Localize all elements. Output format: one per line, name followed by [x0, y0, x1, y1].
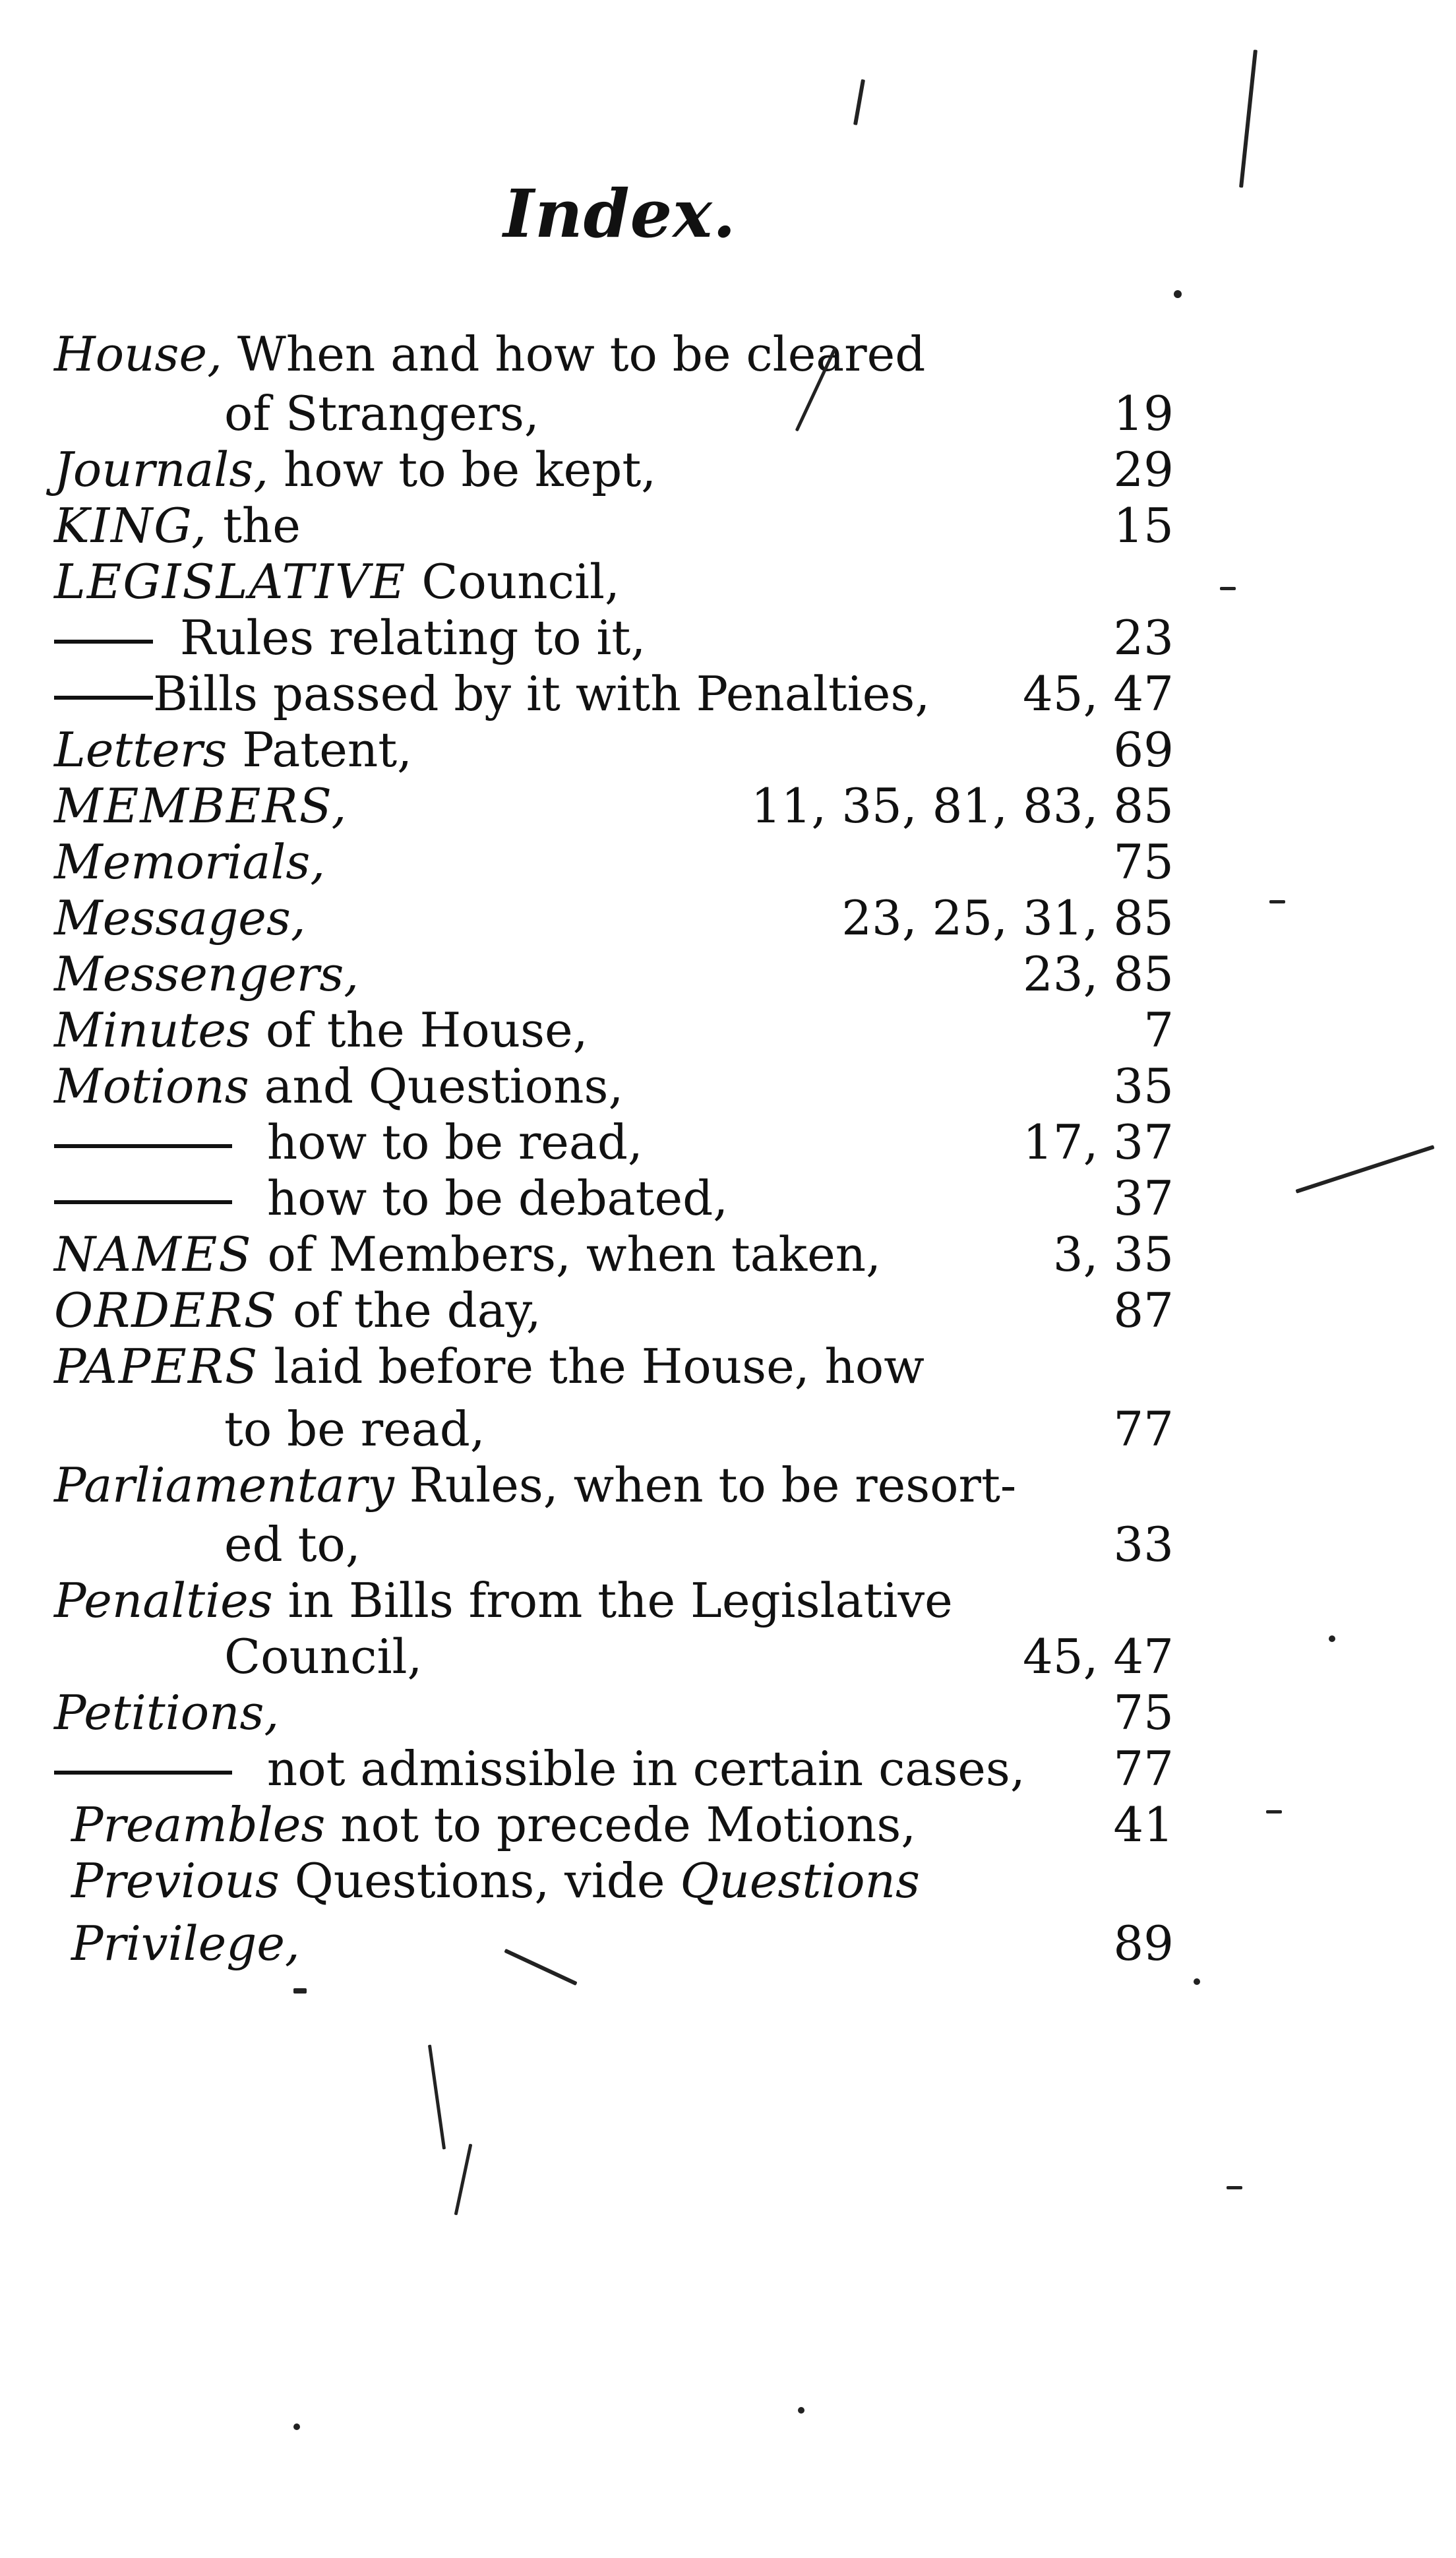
entry-pages: 77 — [1113, 1401, 1174, 1457]
index-entry — [0, 1797, 1456, 1852]
entry-pages: 75 — [1113, 834, 1174, 890]
entry-pages: 29 — [1113, 442, 1174, 497]
index-entry — [0, 1916, 1456, 1971]
entry-pages: 35 — [1113, 1058, 1174, 1114]
index-entry — [0, 1401, 1456, 1457]
ditto-dash — [54, 696, 153, 700]
entry-text: ed to, — [224, 1517, 361, 1572]
ditto-dash — [54, 1144, 232, 1148]
ditto-dash — [54, 640, 153, 644]
index-entry — [0, 1114, 1456, 1170]
page-title: Index. — [503, 175, 737, 253]
index-entry — [0, 442, 1456, 497]
entry-pages: 33 — [1113, 1517, 1174, 1572]
index-entry — [0, 1457, 1456, 1513]
entry-term: Parliamentary — [54, 1457, 394, 1513]
entry-text: Rules relating to it, — [165, 610, 646, 665]
scan-mark — [1220, 587, 1236, 590]
entry-pages: 41 — [1113, 1797, 1174, 1852]
entry-pages: 23, 25, 31, 85 — [841, 890, 1174, 946]
index-entry — [0, 1171, 1456, 1226]
entry-term: House, — [54, 326, 222, 382]
entry-pages: 89 — [1113, 1916, 1174, 1971]
scan-mark — [853, 79, 865, 125]
index-entry — [0, 722, 1456, 777]
index-entry — [0, 1741, 1456, 1796]
scan-mark — [428, 2044, 446, 2149]
entry-pages: 23, 85 — [1022, 946, 1174, 1002]
entry-text: of the House, — [250, 1002, 588, 1058]
index-entry — [0, 834, 1456, 890]
index-entry — [0, 1339, 1456, 1394]
entry-pages: 23 — [1113, 610, 1174, 665]
index-entry — [0, 498, 1456, 553]
index-entry — [0, 778, 1456, 834]
index-entry — [0, 890, 1456, 946]
entry-text: not to precede Motions, — [325, 1797, 917, 1852]
index-entry — [0, 326, 1456, 382]
entry-text: of Members, when taken, — [252, 1227, 882, 1282]
entry-pages: 11, 35, 81, 83, 85 — [750, 778, 1174, 834]
entry-pages: 17, 37 — [1022, 1114, 1174, 1170]
entry-term: Petitions, — [54, 1685, 280, 1740]
scan-mark — [454, 2144, 473, 2216]
index-entry — [0, 1002, 1456, 1058]
entry-pages: 3, 35 — [1052, 1227, 1174, 1282]
index-entry — [0, 946, 1456, 1002]
index-entry — [0, 1058, 1456, 1114]
entry-text: Patent, — [227, 722, 413, 777]
index-entry — [0, 1629, 1456, 1684]
index-entry — [0, 1227, 1456, 1282]
ditto-dash — [54, 1200, 232, 1204]
entry-term: ORDERS — [54, 1283, 278, 1338]
scan-mark — [1227, 2186, 1242, 2189]
entry-term: Motions — [54, 1058, 249, 1114]
entry-text: how to be kept, — [268, 442, 657, 497]
entry-term: PAPERS — [54, 1339, 259, 1394]
scan-mark — [293, 1988, 307, 1994]
entry-text: When and how to be cleared — [222, 326, 926, 382]
entry-text: in Bills from the Legislative — [272, 1573, 953, 1628]
entry-term: Memorials, — [54, 834, 326, 890]
ditto-dash — [54, 1771, 232, 1775]
scan-mark — [798, 2407, 804, 2414]
entry-term: Letters — [54, 722, 228, 777]
entry-term: Preambles — [71, 1797, 326, 1852]
entry-pages: 87 — [1113, 1283, 1174, 1338]
entry-text: Questions, vide — [279, 1853, 681, 1908]
index-entry — [0, 386, 1456, 441]
index-entry — [0, 554, 1456, 609]
entry-pages: 45, 47 — [1022, 1629, 1174, 1684]
index-entry — [0, 1283, 1456, 1338]
entry-term: NAMES — [54, 1227, 253, 1282]
index-entry — [0, 1517, 1456, 1572]
entry-term: KING, — [54, 498, 208, 553]
index-entry — [0, 1573, 1456, 1628]
entry-text: of Strangers, — [224, 386, 539, 441]
entry-term: Penalties — [54, 1573, 273, 1628]
index-entry — [0, 666, 1456, 721]
scan-mark — [1329, 1635, 1335, 1642]
index-entry — [0, 610, 1456, 665]
entry-term: Messages, — [54, 890, 306, 946]
entry-text: the — [208, 498, 301, 553]
entry-text: Bills passed by it with Penalties, — [153, 666, 930, 721]
entry-text: Rules, when to be resort- — [394, 1457, 1017, 1513]
scan-mark — [1194, 1978, 1200, 1985]
entry-text: not admissible in certain cases, — [252, 1741, 1025, 1796]
entry-text: laid before the House, how — [258, 1339, 925, 1394]
entry-pages: 75 — [1113, 1685, 1174, 1740]
entry-term: Previous — [71, 1853, 280, 1908]
entry-term: LEGISLATIVE — [54, 554, 407, 609]
entry-text: of the day, — [278, 1283, 541, 1338]
entry-term: Minutes — [54, 1002, 251, 1058]
entry-text: to be read, — [224, 1401, 485, 1457]
entry-text: how to be debated, — [252, 1171, 729, 1226]
entry-cross-reference: Questions — [680, 1853, 920, 1908]
entry-term: Privilege, — [71, 1916, 300, 1971]
entry-pages: 37 — [1113, 1171, 1174, 1226]
scan-mark — [1269, 900, 1285, 903]
entry-term: Journals, — [54, 442, 269, 497]
scan-mark — [1174, 290, 1182, 298]
entry-text: and Questions, — [249, 1058, 624, 1114]
entry-term: Messengers, — [54, 946, 359, 1002]
entry-pages: 19 — [1113, 386, 1174, 441]
entry-pages: 77 — [1113, 1741, 1174, 1796]
entry-text: Council, — [224, 1629, 423, 1684]
scan-mark — [1266, 1810, 1282, 1813]
entry-pages: 15 — [1113, 498, 1174, 553]
entry-term: MEMBERS, — [54, 778, 348, 834]
entry-pages: 7 — [1143, 1002, 1174, 1058]
index-entry — [0, 1685, 1456, 1740]
scan-mark — [293, 2423, 300, 2430]
index-entry — [0, 1853, 1456, 1908]
entry-text: how to be read, — [252, 1114, 643, 1170]
scan-mark — [1239, 49, 1258, 187]
entry-text: Council, — [406, 554, 620, 609]
entry-pages: 45, 47 — [1022, 666, 1174, 721]
entry-pages: 69 — [1113, 722, 1174, 777]
